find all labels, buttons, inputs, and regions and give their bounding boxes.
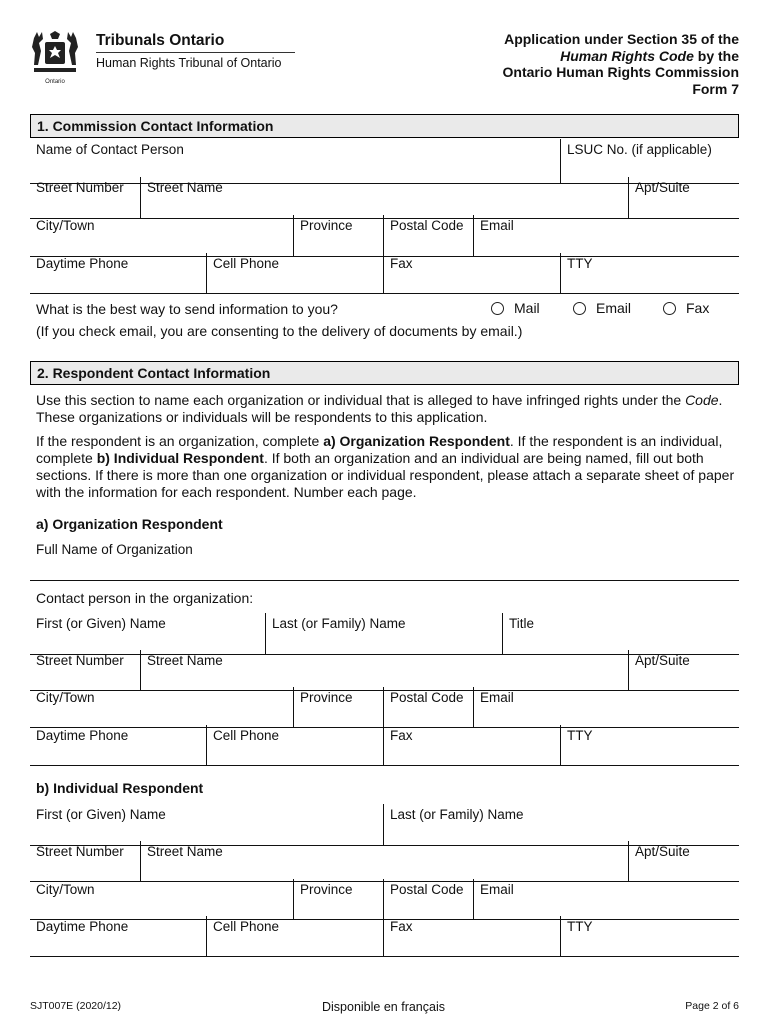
field-label: Daytime Phone — [36, 919, 129, 934]
field-label: Name of Contact Person — [36, 142, 184, 157]
instr-bold: a) Organization Respondent — [323, 433, 510, 449]
apt-suite-field[interactable] — [628, 650, 739, 690]
field-label: Email — [480, 218, 514, 233]
section-2-heading: 2. Respondent Contact Information — [30, 361, 739, 385]
field-label-wrap — [30, 539, 739, 580]
email-field[interactable] — [473, 879, 739, 919]
radio-label: Email — [596, 300, 632, 316]
section-2-intro — [36, 392, 736, 426]
cell-phone-field[interactable] — [206, 916, 383, 956]
daytime-phone-field[interactable] — [30, 916, 206, 956]
street-name-field[interactable] — [140, 650, 628, 690]
field-label: Title — [509, 616, 535, 631]
city-field[interactable] — [30, 687, 293, 727]
field-label: Postal Code — [390, 882, 464, 897]
field-label: Fax — [390, 256, 413, 271]
city-field[interactable] — [30, 879, 293, 919]
daytime-phone-field[interactable] — [30, 253, 206, 293]
ontario-coat-of-arms-logo — [28, 30, 82, 86]
field-label: City/Town — [36, 882, 95, 897]
org-row-names — [30, 613, 739, 655]
field-label: Street Name — [147, 653, 223, 668]
postal-code-field[interactable] — [383, 687, 473, 727]
field-label: Province — [300, 218, 353, 233]
field-label: Email — [480, 882, 514, 897]
field-label: Street Number — [36, 844, 124, 859]
org-subtitle: Human Rights Tribunal of Ontario — [96, 56, 282, 70]
instr-text: If the respondent is an organization, complete — [36, 433, 324, 449]
org-respondent-heading: a) Organization Respondent — [36, 516, 223, 532]
street-name-field[interactable] — [140, 177, 628, 218]
field-label: TTY — [567, 256, 593, 271]
form-code: SJT007E (2020/12) — [30, 1000, 122, 1012]
contact-person-label: Contact person in the organization: — [36, 590, 254, 606]
field-label: Last (or Family) Name — [272, 616, 406, 631]
field-label: Email — [480, 690, 514, 705]
org-name: Tribunals Ontario — [96, 32, 225, 49]
cell-phone-field[interactable] — [206, 253, 383, 293]
ind-first-name-field[interactable] — [30, 804, 383, 845]
s1-row-city — [30, 215, 739, 257]
postal-code-field[interactable] — [383, 215, 473, 256]
field-label: Fax — [390, 919, 413, 934]
org-first-name-field[interactable] — [30, 613, 265, 654]
radio-label: Mail — [514, 300, 540, 316]
s1-row-phone — [30, 253, 739, 294]
radio-label: Fax — [686, 300, 710, 316]
city-field[interactable] — [30, 215, 293, 256]
form-title-text: by the — [693, 47, 739, 64]
instr-text: . If both an organization and an individual are being named, fill out both sections. If there is more than one organization or individual respondent, please attach a separate sheet of paper with the information for each respondent. Number each page. — [36, 450, 735, 500]
street-number-field[interactable] — [30, 177, 140, 218]
field-label: TTY — [567, 728, 593, 743]
tty-field[interactable] — [560, 725, 739, 765]
instr-bold: b) Individual Respondent — [96, 450, 264, 466]
ind-row-phone — [30, 916, 739, 957]
ind-row-names — [30, 804, 739, 846]
form-number: Form 7 — [692, 80, 739, 97]
field-label: Postal Code — [390, 690, 464, 705]
cell-phone-field[interactable] — [206, 725, 383, 765]
form-title — [399, 31, 739, 97]
org-row-city — [30, 687, 739, 728]
delivery-note: (If you check email, you are consenting to the delivery of documents by email.) — [36, 323, 523, 339]
radio-fax[interactable] — [663, 300, 709, 316]
province-field[interactable] — [293, 215, 383, 256]
field-label: Fax — [390, 728, 413, 743]
radio-mail[interactable] — [491, 300, 540, 316]
radio-email[interactable] — [573, 300, 631, 316]
ind-last-name-field[interactable] — [383, 804, 739, 845]
tty-field[interactable] — [560, 253, 739, 293]
radio-circle-icon — [573, 302, 586, 315]
ind-row-address — [30, 841, 739, 882]
field-label: Street Name — [147, 180, 223, 195]
divider — [96, 52, 295, 53]
field-label: Full Name of Organization — [36, 542, 193, 557]
email-field[interactable] — [473, 215, 739, 256]
field-label: Apt/Suite — [635, 180, 690, 195]
full-name-org-field[interactable] — [30, 539, 739, 581]
org-row-address — [30, 650, 739, 691]
org-last-name-field[interactable] — [265, 613, 502, 654]
postal-code-field[interactable] — [383, 879, 473, 919]
s1-row-address — [30, 177, 739, 219]
code-ref: Code — [685, 392, 719, 408]
field-label: Street Name — [147, 844, 223, 859]
form-title-line: Application under Section 35 of the — [504, 31, 739, 47]
field-label: Apt/Suite — [635, 844, 690, 859]
page-number: Page 2 of 6 — [685, 1000, 739, 1012]
email-field[interactable] — [473, 687, 739, 727]
section-2-instructions — [36, 433, 736, 501]
svg-text:Ontario: Ontario — [45, 79, 65, 85]
fax-field[interactable] — [383, 253, 560, 293]
field-label: Cell Phone — [213, 728, 280, 743]
code-ref: Human Rights Code — [560, 47, 694, 64]
field-label: Province — [300, 690, 353, 705]
province-field[interactable] — [293, 879, 383, 919]
field-label: Apt/Suite — [635, 653, 690, 668]
intro-text: . These organizations or individuals will be respondents to this application. — [36, 392, 723, 425]
street-name-field[interactable] — [140, 841, 628, 881]
field-label: Daytime Phone — [36, 256, 129, 271]
field-label: City/Town — [36, 218, 95, 233]
org-row-phone — [30, 725, 739, 766]
apt-suite-field[interactable] — [628, 177, 739, 218]
field-label: Province — [300, 882, 353, 897]
ind-row-city — [30, 879, 739, 920]
french-availability: Disponible en français — [322, 1000, 445, 1014]
field-label: Cell Phone — [213, 256, 280, 271]
field-label: City/Town — [36, 690, 95, 705]
apt-suite-field[interactable] — [628, 841, 739, 881]
section-1-heading: 1. Commission Contact Information — [30, 114, 739, 138]
field-label: First (or Given) Name — [36, 807, 166, 822]
field-label: First (or Given) Name — [36, 616, 166, 631]
radio-circle-icon — [663, 302, 676, 315]
org-title-field[interactable] — [502, 613, 739, 654]
field-label: TTY — [567, 919, 593, 934]
individual-respondent-heading: b) Individual Respondent — [36, 780, 204, 796]
field-label: Last (or Family) Name — [390, 807, 524, 822]
form-title-line — [399, 48, 739, 65]
fax-field[interactable] — [383, 916, 560, 956]
field-label: LSUC No. (if applicable) — [567, 142, 712, 157]
street-number-field[interactable] — [30, 650, 140, 690]
field-label: Postal Code — [390, 218, 464, 233]
tty-field[interactable] — [560, 916, 739, 956]
intro-text: Use this section to name each organization or individual that is alleged to have infringed rights under the — [36, 392, 682, 408]
field-label: Street Number — [36, 180, 124, 195]
street-number-field[interactable] — [30, 841, 140, 881]
radio-circle-icon — [491, 302, 504, 315]
field-label: Street Number — [36, 653, 124, 668]
fax-field[interactable] — [383, 725, 560, 765]
daytime-phone-field[interactable] — [30, 725, 206, 765]
field-label: Cell Phone — [213, 919, 280, 934]
field-label: Daytime Phone — [36, 728, 129, 743]
form-title-line: Ontario Human Rights Commission — [502, 64, 739, 80]
instr-text: . If the respondent is an individual, complete — [36, 433, 723, 466]
province-field[interactable] — [293, 687, 383, 727]
delivery-question: What is the best way to send information to you? — [36, 301, 338, 317]
